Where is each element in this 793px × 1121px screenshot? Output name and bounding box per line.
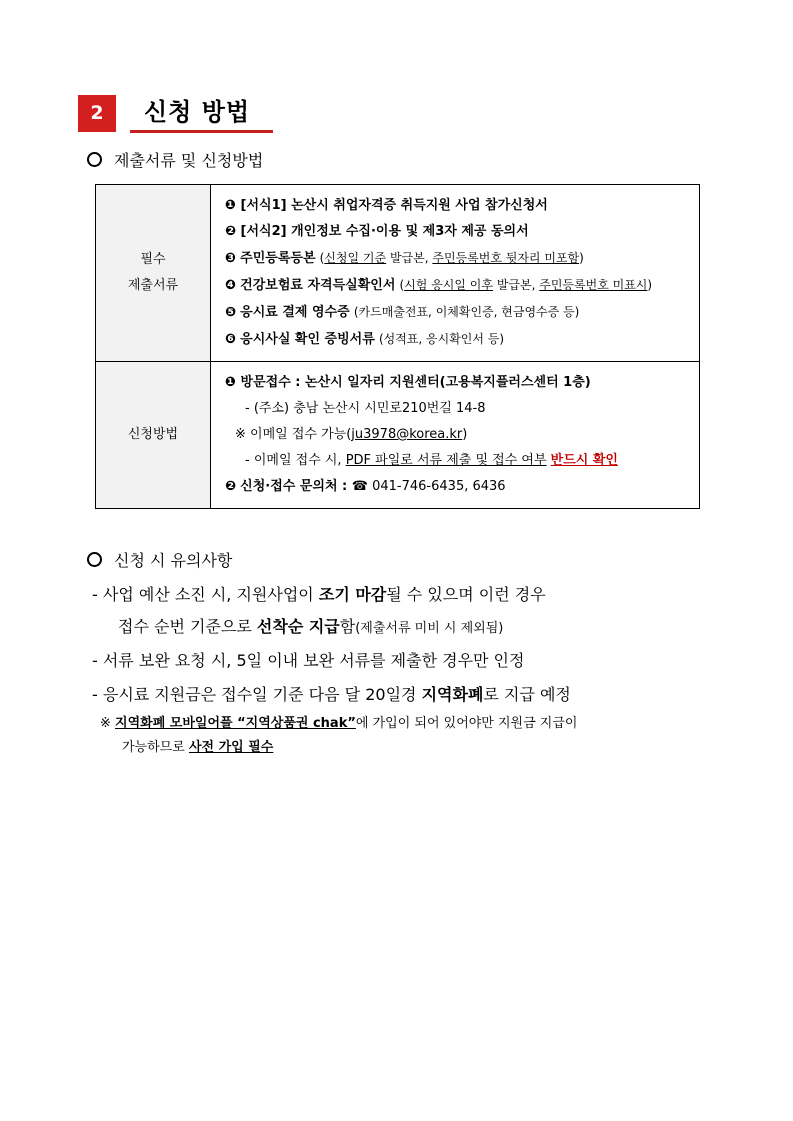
note-part: 발급본, bbox=[493, 278, 540, 292]
email-note-part: - 이메일 접수 시, bbox=[245, 453, 346, 468]
phone-number: 041-746-6435, 6436 bbox=[367, 479, 506, 494]
doc-item-text: 응시사실 확인 증빙서류 bbox=[240, 332, 375, 347]
signup-notice-line-2 bbox=[100, 736, 577, 760]
required-docs-list bbox=[211, 185, 700, 362]
section-number: 2 bbox=[78, 95, 116, 132]
doc-item-text: [서식1] 논산시 취업자격증 취득지원 사업 참가신청서 bbox=[240, 198, 548, 213]
doc-item-3 bbox=[225, 245, 691, 272]
notice-emphasis: 지역화폐 bbox=[421, 685, 484, 704]
email-line bbox=[225, 422, 691, 448]
doc-item-text: 건강보험료 자격득실확인서 bbox=[240, 278, 396, 293]
phone-icon: ☎ bbox=[351, 479, 368, 494]
notice-list bbox=[92, 578, 732, 712]
signup-text: 가능하므로 bbox=[122, 740, 189, 755]
notice-item-3 bbox=[92, 678, 732, 712]
documents-table bbox=[95, 184, 700, 509]
note-part: ( bbox=[399, 278, 405, 292]
doc-item-6 bbox=[225, 326, 691, 353]
number-marker: ❸ bbox=[225, 251, 237, 266]
notice-item-1-cont bbox=[92, 612, 732, 644]
email-suffix: ) bbox=[462, 427, 468, 442]
doc-item-text: 주민등록등본 bbox=[240, 251, 316, 266]
note-part: 신청일 기준 bbox=[324, 251, 387, 265]
email-link[interactable]: ju3978@korea.kr bbox=[351, 427, 463, 442]
notice-text: 함 bbox=[339, 617, 356, 636]
section-header bbox=[78, 95, 278, 133]
apply-item-text: 신청·접수 문의처 : bbox=[240, 479, 352, 494]
signup-required: 사전 가입 필수 bbox=[188, 740, 274, 755]
doc-item-2 bbox=[225, 219, 691, 245]
note-part: 시험 응시일 이후 bbox=[404, 278, 493, 292]
number-marker: ❶ bbox=[225, 198, 237, 213]
apply-item-2 bbox=[225, 474, 691, 500]
number-marker: ❹ bbox=[225, 278, 237, 293]
apply-method-label: 신청방법 bbox=[96, 362, 211, 509]
number-marker: ❷ bbox=[225, 224, 237, 239]
doc-item-note bbox=[320, 251, 584, 265]
doc-item-note bbox=[400, 278, 653, 292]
number-marker: ❻ bbox=[225, 332, 237, 347]
section-title: 신청 방법 bbox=[144, 98, 251, 126]
circle-bullet-icon bbox=[87, 152, 102, 167]
notice-item-1 bbox=[92, 578, 732, 612]
address-line: - (주소) 충남 논산시 시민로210번길 14-8 bbox=[245, 401, 486, 416]
email-note-line bbox=[225, 448, 691, 474]
note-part: 발급본, bbox=[386, 251, 433, 265]
notice-emphasis: 조기 마감 bbox=[318, 585, 387, 604]
notice-text: 접수 순번 기준으로 bbox=[118, 617, 257, 636]
doc-item-text: [서식2] 개인정보 수집·이용 및 제3자 제공 동의서 bbox=[240, 224, 529, 239]
section-underline bbox=[130, 130, 273, 133]
apply-item-1 bbox=[225, 370, 691, 396]
notice-text: - 사업 예산 소진 시, 지원사업이 bbox=[92, 585, 319, 604]
doc-item-note: (성적표, 응시확인서 등) bbox=[378, 332, 505, 346]
note-part: 주민등록번호 미표시 bbox=[539, 278, 648, 292]
reference-mark: ※ bbox=[100, 716, 116, 731]
notice-note: (제출서류 미비 시 제외됨) bbox=[355, 621, 504, 636]
doc-item-1 bbox=[225, 193, 691, 219]
label-line: 필수 bbox=[140, 252, 166, 267]
email-prefix: ※ 이메일 접수 가능( bbox=[235, 427, 352, 442]
label-line: 제출서류 bbox=[127, 278, 179, 293]
notice-text: 로 지급 예정 bbox=[483, 685, 571, 704]
required-docs-label bbox=[96, 185, 211, 362]
note-part: ) bbox=[579, 251, 584, 265]
app-name: 지역화폐 모바일어플 “지역상품권 chak” bbox=[115, 716, 356, 731]
notice-text: - 응시료 지원금은 접수일 기준 다음 달 20일경 bbox=[92, 685, 422, 704]
heading-documents bbox=[87, 148, 263, 171]
apply-item-text: 방문접수 : 논산시 일자리 지원센터(고용복지플러스센터 1층) bbox=[240, 375, 591, 390]
doc-item-text: 응시료 결제 영수증 bbox=[240, 305, 350, 320]
number-marker: ❺ bbox=[225, 305, 237, 320]
heading-notices-text: 신청 시 유의사항 bbox=[114, 551, 233, 570]
signup-text: 에 가입이 되어 있어야만 지원금 지급이 bbox=[355, 716, 578, 731]
notice-item-2: - 서류 보완 요청 시, 5일 이내 보완 서류를 제출한 경우만 인정 bbox=[92, 651, 525, 670]
number-marker: ❶ bbox=[225, 375, 237, 390]
heading-notices bbox=[87, 548, 232, 571]
note-part: ) bbox=[647, 278, 653, 292]
must-check-text: 반드시 확인 bbox=[550, 453, 618, 468]
note-part: 주민등록번호 뒷자리 미포함 bbox=[432, 251, 580, 265]
doc-item-note: (카드매출전표, 이체확인증, 현금영수증 등) bbox=[353, 305, 580, 319]
doc-item-4 bbox=[225, 272, 691, 299]
circle-bullet-icon bbox=[87, 552, 102, 567]
email-note-part: PDF 파일로 서류 제출 및 접수 여부 bbox=[345, 453, 547, 468]
notice-text: 될 수 있으며 이런 경우 bbox=[386, 585, 546, 604]
apply-method-content bbox=[211, 362, 700, 509]
doc-item-5 bbox=[225, 299, 691, 326]
number-marker: ❷ bbox=[225, 479, 237, 494]
heading-documents-text: 제출서류 및 신청방법 bbox=[114, 151, 264, 170]
signup-notice-line-1 bbox=[100, 712, 577, 736]
signup-notice bbox=[100, 712, 577, 760]
note-part: ( bbox=[319, 251, 325, 265]
notice-emphasis: 선착순 지급 bbox=[256, 617, 340, 636]
